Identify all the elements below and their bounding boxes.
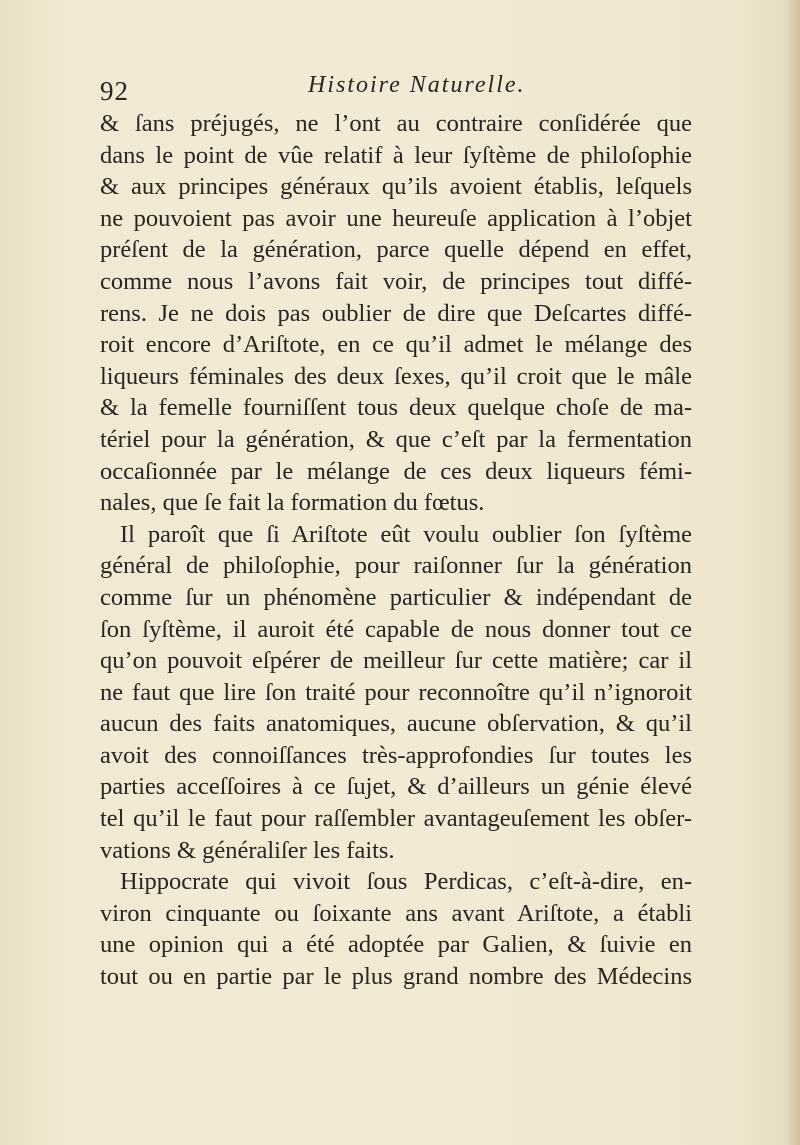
text-line: Hippocrate qui vivoit ſous Perdicas, c’eſt-à-dire, en- bbox=[120, 868, 692, 896]
text-line: ſon ſyſtème, il auroit été capable de nous donner tout ce bbox=[100, 615, 692, 643]
text-line: ne faut que lire ſon traité pour reconnoître qu’il n’ignoroit bbox=[100, 678, 692, 706]
text-line: parties acceſſoires à ce ſujet, & d’ailleurs un génie élevé bbox=[100, 773, 692, 801]
text-line: rens. Je ne dois pas oublier de dire que Deſcartes diffé- bbox=[100, 299, 692, 327]
text-line: occaſionnée par le mélange de ces deux liqueurs fémi- bbox=[100, 457, 692, 485]
text-line: & la femelle fourniſſent tous deux quelque choſe de ma- bbox=[100, 394, 692, 422]
page-number: 92 bbox=[100, 76, 129, 106]
text-line: comme nous l’avons fait voir, de principes tout diffé- bbox=[100, 267, 692, 295]
text-line: viron cinquante ou ſoixante ans avant Ariſtote, a établi bbox=[100, 899, 692, 927]
text-line: tel qu’il le faut pour raſſembler avantageuſement les obſer- bbox=[100, 805, 692, 833]
body-text bbox=[100, 108, 692, 993]
text-line: qu’on pouvoit eſpérer de meilleur ſur cette matière; car il bbox=[100, 647, 692, 675]
text-line: comme ſur un phénomène particulier & indépendant de bbox=[100, 583, 692, 611]
running-head: Histoire Naturelle. bbox=[308, 72, 526, 98]
text-line: roit encore d’Ariſtote, en ce qu’il admet le mélange des bbox=[100, 331, 692, 359]
text-line: ne pouvoient pas avoir une heureuſe application à l’objet bbox=[100, 204, 692, 232]
page-header bbox=[100, 70, 660, 110]
text-line: préſent de la génération, parce quelle dépend en effet, bbox=[100, 236, 692, 264]
text-line: Il paroît que ſi Ariſtote eût voulu oublier ſon ſyſtème bbox=[120, 520, 692, 548]
text-line: tériel pour la génération, & que c’eſt par la fermentation bbox=[100, 425, 692, 453]
text-line: vations & généraliſer les faits. bbox=[100, 836, 395, 864]
page-edge-shadow bbox=[786, 0, 800, 1145]
text-line: général de philoſophie, pour raiſonner ſur la génération bbox=[100, 552, 692, 580]
text-line: & aux principes généraux qu’ils avoient établis, leſquels bbox=[100, 173, 692, 201]
text-line: & ſans préjugés, ne l’ont au contraire conſidérée que bbox=[100, 110, 692, 137]
text-line: dans le point de vûe relatif à leur ſyſtème de philoſophie bbox=[100, 141, 692, 169]
text-line: tout ou en partie par le plus grand nombre des Médecins bbox=[100, 963, 692, 991]
text-line: nales, que ſe fait la formation du fœtus. bbox=[100, 489, 485, 517]
text-line: liqueurs féminales des deux ſexes, qu’il croit que le mâle bbox=[100, 362, 692, 390]
text-line: une opinion qui a été adoptée par Galien, & ſuivie en bbox=[100, 931, 692, 959]
text-line: aucun des faits anatomiques, aucune obſervation, & qu’il bbox=[100, 710, 692, 738]
text-line: avoit des connoiſſances très-approfondies ſur toutes les bbox=[100, 741, 692, 769]
